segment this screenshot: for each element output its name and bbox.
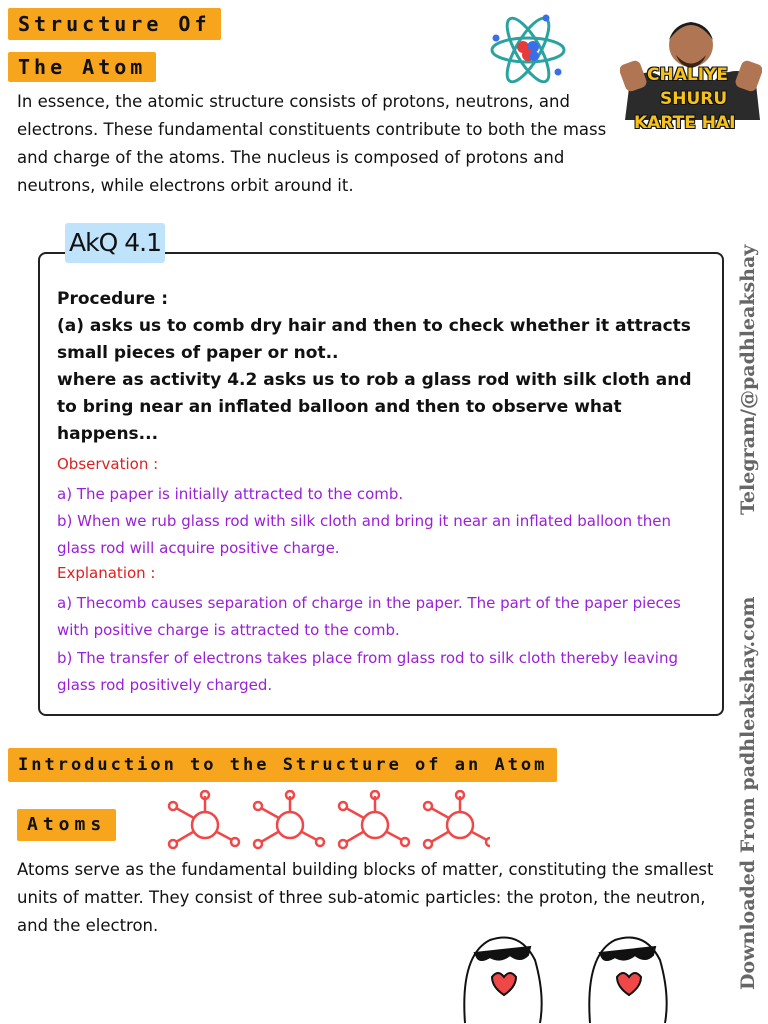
explanation-label: Explanation : [57,564,156,582]
procedure-line2: where as activity 4.2 asks us to rob a glass rod with silk cloth and to bring near an inflated balloon and then to observe what happens... [57,370,692,444]
telegram-watermark: Telegram/@padhleakshay [737,244,759,515]
molecule-icon [424,791,490,848]
observation-a: a) The paper is initially attracted to the comb. [57,485,404,503]
molecule-icon [169,791,239,848]
cool-emoji-icon [589,938,666,1024]
page-title-line2: The Atom [8,52,156,82]
akq-tag: AkQ 4.1 [65,223,165,263]
cool-emoji-icon [464,938,541,1024]
procedure-line1: (a) asks us to comb dry hair and then to check whether it attracts small pieces of paper or not.. [57,316,691,363]
explanation-a: a) Thecomb causes separation of charge in the paper. The part of the paper pieces with positive charge is attracted to the comb. [57,594,681,639]
procedure-label: Procedure : [57,289,169,309]
atoms-paragraph: Atoms serve as the fundamental building blocks of matter, constituting the smallest units of matter. They consist of three sub-atomic particles: the proton, the neutron, and the electron. [17,860,714,935]
page-title-line1: Structure Of [8,8,221,40]
intro-paragraph: In essence, the atomic structure consists of protons, neutrons, and electrons. These fundamental constituents contribute to both the mass and charge of the atoms. The nucleus is composed of protons and neutrons, while electrons orbit around it. [17,92,607,195]
atoms-heading: Atoms [17,809,116,841]
cool-emoji-icons [450,915,690,1024]
download-watermark: Downloaded From padhleakshay.com [737,596,759,990]
badge-line3: KARTE HAI [634,113,736,133]
badge-line2: SHURU [660,89,728,109]
section-title: Introduction to the Structure of an Atom [8,748,557,782]
molecule-icons [160,790,490,860]
observation-b: b) When we rub glass rod with silk cloth and bring it near an inflated balloon then glass rod will acquire positive charge. [57,512,672,557]
molecule-icon [339,791,409,848]
molecule-icon [254,791,324,848]
procedure-block [57,286,697,448]
badge-line1: CHALIYE [647,65,728,85]
explanation-b: b) The transfer of electrons takes place from glass rod to silk cloth thereby leaving glass rod positively charged. [57,649,679,694]
atom-icon [488,10,568,90]
observation-label: Observation : [57,455,159,473]
